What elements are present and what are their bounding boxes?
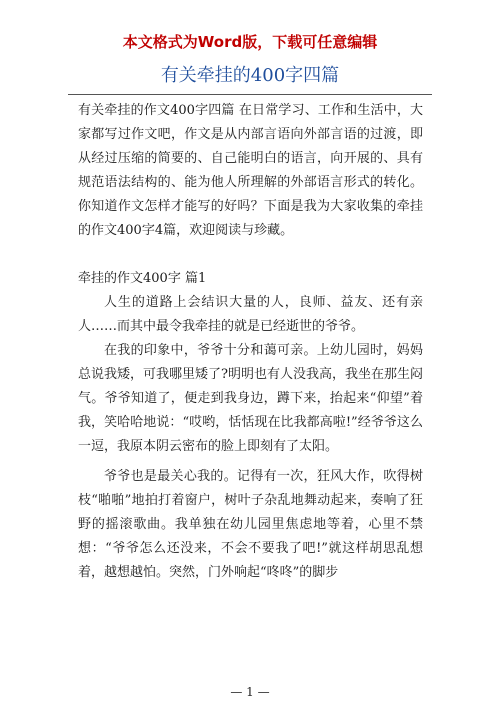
format-banner: 本文格式为Word版，下载可任意编辑 bbox=[122, 33, 378, 51]
section-heading: 牵挂的作文400字 篇1 bbox=[78, 271, 207, 286]
body-paragraph-1: 人生的道路上会结识大量的人，良师、益友、还有亲人……而其中最令我牵挂的就是已经逝世的爷爷。 bbox=[78, 295, 423, 334]
body-paragraph-2: 在我的印象中，爷爷十分和蔼可亲。上幼儿园时，妈妈总说我矮，可我哪里矮了?明明也有人没我高，我坐在那生闷气。爷爷知道了，便走到我身边，蹲下来，抬起来“仰望”着我，笑哈哈地说：“哎哟，恬恬现在比我都高啦!”经爷爷这么一逗，我原本阴云密布的脸上即刻有了太阳。 bbox=[78, 343, 423, 454]
document-body bbox=[78, 99, 423, 585]
intro-paragraph: 有关牵挂的作文400字四篇 在日常学习、工作和生活中，大家都写过作文吧，作文是从内部言语向外部言语的过渡，即从经过压缩的简要的、自己能明白的语言，向开展的、具有规范语法结构的、能为他人所理解的外部语言形式的转化。你知道作文怎样才能写的好吗？下面是我为大家收集的牵挂的作文400字4篇，欢迎阅读与珍藏。 bbox=[78, 103, 423, 238]
document-title: 有关牵挂的400字四篇 bbox=[160, 65, 340, 86]
page-number: — 1 — bbox=[230, 685, 270, 699]
body-paragraph-3: 爷爷也是最关心我的。记得有一次，狂风大作，吹得树枝“啪啪”地拍打着窗户，树叶子杂乱地舞动起来，奏响了狂野的摇滚歌曲。我单独在幼儿园里焦虑地等着，心里不禁想：“爷爷怎么还没来，不会不要我了吧!”就这样胡思乱想着，越想越怕。突然，门外响起“咚咚”的脚步 bbox=[78, 469, 423, 580]
title-divider bbox=[68, 94, 432, 95]
spacer bbox=[78, 243, 423, 267]
